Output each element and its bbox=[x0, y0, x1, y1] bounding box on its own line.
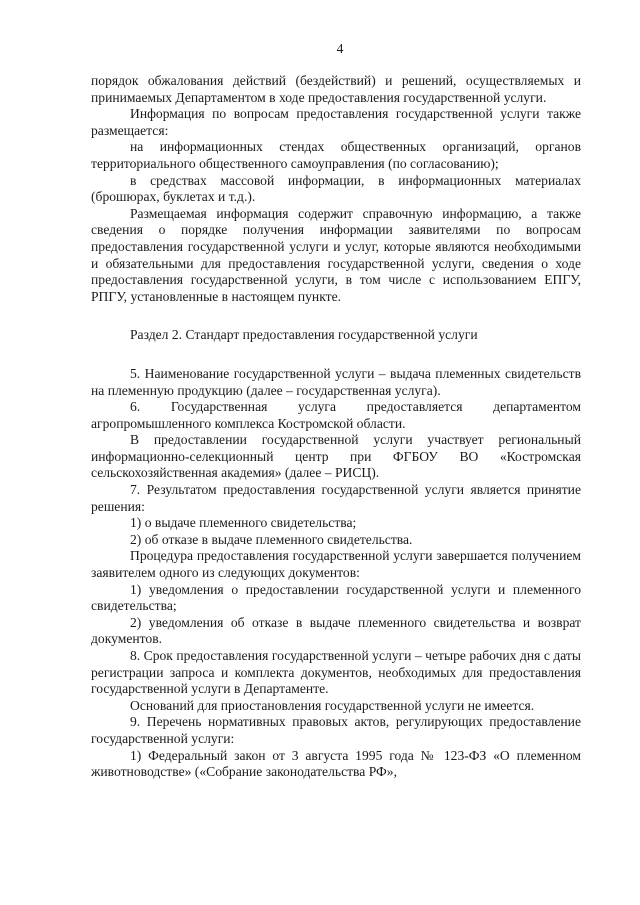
list-item: 2) об отказе в выдаче племенного свидетельства. bbox=[130, 531, 413, 547]
paragraph: 8. Срок предоставления государственной услуги – четыре рабочих дня с даты регистрации запроса и комплекта документов, необходимых для предоставления государственной услуги в Департаменте. bbox=[91, 648, 581, 697]
paragraph: 9. Перечень нормативных правовых актов, регулирующих предоставление государственной услуги: bbox=[91, 714, 581, 746]
paragraph: 7. Результатом предоставления государственной услуги является принятие решения: bbox=[91, 482, 581, 514]
paragraph: В предоставлении государственной услуги участвует региональный информационно-селекционный центр при ФГБОУ ВО «Костромская сельскохозяйственная академия» (далее – РИСЦ). bbox=[91, 432, 581, 481]
paragraph: Процедура предоставления государственной услуги завершается получением заявителем одного из следующих документов: bbox=[91, 548, 581, 581]
list-item: 1) о выдаче племенного свидетельства; bbox=[130, 515, 357, 531]
paragraph: на информационных стендах общественных организаций, органов территориального общественного самоуправления (по согласованию); bbox=[91, 139, 581, 171]
paragraph: Размещаемая информация содержит справочную информацию, а также сведения о порядке получения информации заявителями по вопросам предоставления государственной услуги и услуг, которые являются необходимыми и обязательными для предоставления государственной услуги, сведения о ходе предоставления государственной услуги, в том числе с использованием ЕПГУ, РПГУ, установленные в настоящем пункте. bbox=[91, 205, 581, 304]
list-item: 1) Федеральный закон от 3 августа 1995 года № 123-ФЗ «О племенном животноводстве» («Собрание законодательства РФ», bbox=[91, 747, 581, 780]
paragraph: Информация по вопросам предоставления государственной услуги также размещается: bbox=[91, 106, 581, 138]
list-item: 1) уведомления о предоставлении государственной услуги и племенного свидетельства; bbox=[91, 581, 581, 614]
paragraph: 6. Государственная услуга предоставляется департаментом агропромышленного комплекса Костромской области. bbox=[91, 399, 581, 431]
paragraph: Оснований для приостановления государственной услуги не имеется. bbox=[130, 697, 535, 713]
document-body bbox=[91, 73, 581, 781]
list-item: 2) уведомления об отказе в выдаче племенного свидетельства и возврат документов. bbox=[91, 614, 581, 647]
page-number: 4 bbox=[336, 41, 344, 56]
paragraph: 5. Наименование государственной услуги – выдача племенных свидетельств на племенную продукцию (далее – государственная услуга). bbox=[91, 365, 581, 398]
section-heading: Раздел 2. Стандарт предоставления государственной услуги bbox=[130, 327, 478, 343]
paragraph: в средствах массовой информации, в информационных материалах (брошюрах, буклетах и т.д.). bbox=[91, 172, 581, 205]
paragraph: порядок обжалования действий (бездействий) и решений, осуществляемых и принимаемых Департаментом в ходе предоставления государственной услуги. bbox=[91, 73, 581, 105]
